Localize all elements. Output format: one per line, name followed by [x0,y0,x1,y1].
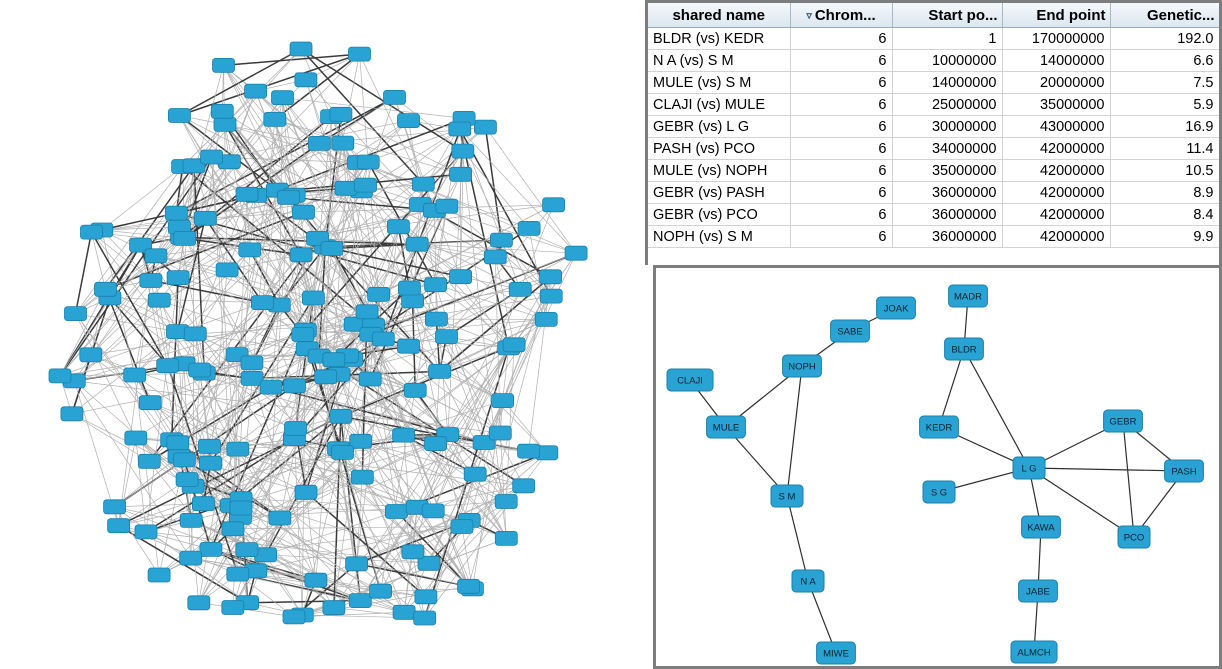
network-node[interactable] [260,380,282,394]
network-node[interactable] [295,73,317,87]
network-node[interactable] [330,107,352,121]
network-node[interactable] [189,363,211,377]
network-node[interactable] [222,522,244,536]
network-node[interactable] [199,439,221,453]
cell-shared-name[interactable]: N A (vs) S M [648,50,790,72]
network-node[interactable] [167,436,189,450]
network-node[interactable] [357,155,379,169]
network-node[interactable] [387,220,409,234]
network-node[interactable] [406,237,428,251]
cell-start-point[interactable]: 35000000 [892,160,1002,182]
cell-start-point[interactable]: 30000000 [892,116,1002,138]
cell-genetic[interactable]: 6.6 [1110,50,1219,72]
network-node[interactable] [176,473,198,487]
cell-chromosome[interactable]: 6 [790,182,892,204]
network-node[interactable] [404,383,426,397]
network-node[interactable] [355,178,377,192]
network-node[interactable] [95,282,117,296]
cell-chromosome[interactable]: 6 [790,94,892,116]
cell-chromosome[interactable]: 6 [790,204,892,226]
subnetwork-edge[interactable] [787,496,808,581]
cell-shared-name[interactable]: PASH (vs) PCO [648,138,790,160]
cell-chromosome[interactable]: 6 [790,138,892,160]
network-node[interactable] [449,122,471,136]
network-node[interactable] [492,394,514,408]
column-header-genetic[interactable] [1110,3,1219,28]
network-node[interactable] [412,177,434,191]
cell-end-point[interactable]: 42000000 [1002,204,1110,226]
column-header-shared-name[interactable] [648,3,790,28]
node-label: CLAJI [677,375,703,387]
subnetwork-node[interactable] [1019,580,1058,602]
subnetwork-edges [690,296,1184,653]
table-body[interactable] [648,28,1219,248]
subnetwork-node[interactable] [923,481,955,503]
network-node[interactable] [168,109,190,123]
network-node[interactable] [495,495,517,509]
subnetwork-edge[interactable] [1123,421,1134,537]
network-node[interactable] [167,271,189,285]
column-header-label: shared name [672,6,766,24]
network-edge[interactable] [485,127,501,240]
column-header-chromosome[interactable] [790,3,892,28]
network-node[interactable] [509,282,531,296]
subnetwork-node[interactable] [920,416,959,438]
network-node[interactable] [251,296,273,310]
right-column [645,0,1222,669]
node-label: ALMCH [1017,647,1051,659]
network-node[interactable] [236,543,258,557]
cell-chromosome[interactable]: 6 [790,28,892,50]
table-row[interactable] [648,204,1219,226]
network-node[interactable] [330,409,352,423]
network-node[interactable] [398,339,420,353]
network-node[interactable] [200,542,222,556]
network-node[interactable] [385,505,407,519]
table-header-row [648,3,1219,28]
subnetwork-nodes[interactable] [667,285,1203,664]
column-header-label: Genetic... [1146,6,1215,24]
network-node[interactable] [216,263,238,277]
cell-chromosome[interactable]: 6 [790,72,892,94]
cell-end-point[interactable]: 42000000 [1002,182,1110,204]
subnetwork-node[interactable] [1022,516,1061,538]
cell-genetic[interactable]: 192.0 [1110,28,1219,50]
cell-end-point[interactable]: 170000000 [1002,28,1110,50]
subnetwork-node[interactable] [1118,526,1150,548]
network-node[interactable] [351,470,373,484]
network-node[interactable] [241,356,263,370]
cell-start-point[interactable]: 36000000 [892,182,1002,204]
edge-attribute-table-panel[interactable] [645,0,1222,265]
network-node[interactable] [61,407,83,421]
network-node[interactable] [513,479,535,493]
network-node[interactable] [108,519,130,533]
cell-genetic[interactable]: 11.4 [1110,138,1219,160]
cell-end-point[interactable]: 42000000 [1002,226,1110,248]
cell-end-point[interactable]: 35000000 [1002,94,1110,116]
network-node[interactable] [213,58,235,72]
network-node[interactable] [284,379,306,393]
node-label: KEDR [925,422,953,434]
table-row[interactable] [648,182,1219,204]
subnetwork-edge[interactable] [964,349,1029,468]
network-node[interactable] [474,120,496,134]
network-node[interactable] [264,112,286,126]
network-node[interactable] [429,364,451,378]
network-node[interactable] [188,596,210,610]
network-node[interactable] [349,594,371,608]
table-row[interactable] [648,116,1219,138]
network-node[interactable] [201,150,223,164]
network-edge[interactable] [283,98,465,119]
node-label: S G [930,487,948,499]
network-node[interactable] [135,525,157,539]
filter-icon[interactable]: ▿ [806,10,812,23]
table-row[interactable] [648,226,1219,248]
network-node[interactable] [245,84,267,98]
network-node[interactable] [490,233,512,247]
network-node[interactable] [174,231,196,245]
network-node[interactable] [503,338,525,352]
network-edge[interactable] [76,232,92,314]
network-node[interactable] [335,181,357,195]
network-node[interactable] [398,114,420,128]
network-node[interactable] [239,243,261,257]
network-node[interactable] [148,568,170,582]
node-label: JOAK [883,303,909,315]
edge-attribute-table[interactable] [648,3,1220,248]
cell-shared-name[interactable]: NOPH (vs) S M [648,226,790,248]
cell-start-point[interactable]: 36000000 [892,204,1002,226]
table-row[interactable] [648,160,1219,182]
cell-end-point[interactable]: 42000000 [1002,138,1110,160]
network-node[interactable] [80,348,102,362]
node-label: BLDR [951,344,977,356]
network-node[interactable] [356,305,378,319]
network-node[interactable] [283,610,305,624]
subnetwork-canvas[interactable] [656,268,1219,666]
node-label: MULE [712,422,740,434]
cell-chromosome[interactable]: 6 [790,50,892,72]
network-node[interactable] [425,437,447,451]
column-header-start-point[interactable] [892,3,1002,28]
cell-genetic[interactable]: 10.5 [1110,160,1219,182]
network-node[interactable] [236,187,258,201]
network-node[interactable] [489,426,511,440]
column-header-label: End point [1036,6,1106,24]
cell-shared-name[interactable]: BLDR (vs) KEDR [648,28,790,50]
network-node[interactable] [173,453,195,467]
network-node[interactable] [415,590,437,604]
cell-genetic[interactable]: 5.9 [1110,94,1219,116]
network-node[interactable] [140,274,162,288]
cell-shared-name[interactable]: GEBR (vs) L G [648,116,790,138]
network-node[interactable] [436,330,458,344]
column-header-end-point[interactable] [1002,3,1110,28]
cell-genetic[interactable]: 9.9 [1110,226,1219,248]
cell-genetic[interactable]: 8.9 [1110,182,1219,204]
network-node[interactable] [321,242,343,256]
network-node[interactable] [272,91,294,105]
node-label: L G [1021,463,1037,475]
network-node[interactable] [535,312,557,326]
node-label: N A [800,576,816,588]
subnetwork-node[interactable] [783,355,822,377]
node-label: S M [778,491,796,503]
network-node[interactable] [464,467,486,481]
subnetwork-node[interactable] [945,338,984,360]
node-label: KAWA [1027,522,1055,534]
network-node[interactable] [393,605,415,619]
network-edge[interactable] [398,227,409,288]
node-label: GEBR [1109,416,1137,428]
network-node[interactable] [368,287,390,301]
network-node[interactable] [393,428,415,442]
cell-chromosome[interactable]: 6 [790,116,892,138]
subnetwork-node[interactable] [949,285,988,307]
network-node[interactable] [230,501,252,515]
network-node[interactable] [293,205,315,219]
network-node[interactable] [332,445,354,459]
network-node[interactable] [292,328,314,342]
network-node[interactable] [540,289,562,303]
table-row[interactable] [648,72,1219,94]
network-node[interactable] [278,190,300,204]
network-node[interactable] [194,211,216,225]
cell-start-point[interactable]: 25000000 [892,94,1002,116]
network-node[interactable] [565,246,587,260]
subnetwork-edge[interactable] [787,366,802,496]
cell-chromosome[interactable]: 6 [790,226,892,248]
cell-shared-name[interactable]: MULE (vs) S M [648,72,790,94]
network-node[interactable] [323,353,345,367]
cell-chromosome[interactable]: 6 [790,160,892,182]
subnetwork-node[interactable] [1013,457,1045,479]
node-label: MADR [954,291,982,303]
network-node[interactable] [124,368,146,382]
cell-shared-name[interactable]: CLAJI (vs) MULE [648,94,790,116]
subnetwork-view[interactable] [653,265,1222,669]
network-node[interactable] [227,567,249,581]
network-node[interactable] [543,198,565,212]
network-edge[interactable] [136,438,146,532]
network-node[interactable] [269,511,291,525]
network-node[interactable] [65,307,87,321]
cell-genetic[interactable]: 7.5 [1110,72,1219,94]
network-node[interactable] [148,293,170,307]
subnetwork-edge[interactable] [939,349,964,427]
subnetwork-node[interactable] [877,297,916,319]
network-node[interactable] [81,225,103,239]
network-node[interactable] [315,370,337,384]
network-node[interactable] [125,431,147,445]
network-node[interactable] [451,520,473,534]
network-node[interactable] [227,442,249,456]
subnetwork-node[interactable] [707,416,746,438]
cell-end-point[interactable]: 42000000 [1002,160,1110,182]
subnetwork-edge[interactable] [1029,468,1184,471]
network-node[interactable] [180,551,202,565]
subnetwork-node[interactable] [831,320,870,342]
network-node[interactable] [308,136,330,150]
cell-genetic[interactable]: 16.9 [1110,116,1219,138]
network-node[interactable] [518,444,540,458]
network-node[interactable] [425,278,447,292]
table-row[interactable] [648,94,1219,116]
network-node[interactable] [518,221,540,235]
table-row[interactable] [648,50,1219,72]
column-header-label: Chrom... [814,6,876,24]
network-node[interactable] [285,422,307,436]
network-node[interactable] [49,369,71,383]
node-label: MIWE [823,648,849,660]
network-node[interactable] [452,144,474,158]
network-node[interactable] [422,504,444,518]
network-edge[interactable] [179,49,301,116]
node-label: SABE [837,326,863,338]
node-label: JABE [1026,586,1050,598]
network-node[interactable] [384,90,406,104]
subnetwork-node[interactable] [792,570,824,592]
network-node[interactable] [398,281,420,295]
network-node[interactable] [349,47,371,61]
cell-shared-name[interactable]: GEBR (vs) PCO [648,204,790,226]
network-edge[interactable] [193,166,194,486]
cell-end-point[interactable]: 43000000 [1002,116,1110,138]
network-node[interactable] [323,601,345,615]
network-node[interactable] [414,611,436,625]
network-node[interactable] [450,270,472,284]
network-node[interactable] [145,249,167,263]
network-node[interactable] [139,396,161,410]
network-node[interactable] [346,557,368,571]
subnetwork-node[interactable] [817,642,856,664]
network-node[interactable] [305,573,327,587]
network-node[interactable] [370,584,392,598]
cell-start-point[interactable]: 10000000 [892,50,1002,72]
network-node[interactable] [302,291,324,305]
network-node[interactable] [359,372,381,386]
cell-end-point[interactable]: 20000000 [1002,72,1110,94]
network-node[interactable] [222,601,244,615]
network-node[interactable] [184,327,206,341]
node-label: NOPH [788,361,816,373]
subnetwork-node[interactable] [1104,410,1143,432]
network-node[interactable] [157,359,179,373]
network-node[interactable] [180,513,202,527]
subnetwork-node[interactable] [771,485,803,507]
network-node[interactable] [402,294,424,308]
subnetwork-node[interactable] [667,369,713,391]
network-node[interactable] [104,500,126,514]
network-node[interactable] [295,485,317,499]
network-node[interactable] [192,497,214,511]
subnetwork-node[interactable] [1011,641,1057,663]
cell-start-point[interactable]: 34000000 [892,138,1002,160]
cell-genetic[interactable]: 8.4 [1110,204,1219,226]
node-label: PCO [1123,532,1145,544]
network-node[interactable] [372,332,394,346]
cell-start-point[interactable]: 36000000 [892,226,1002,248]
network-node[interactable] [450,167,472,181]
network-node[interactable] [540,270,562,284]
network-node[interactable] [402,545,424,559]
network-node[interactable] [165,206,187,220]
column-header-label: Start po... [928,6,998,24]
network-node[interactable] [214,117,236,131]
network-node[interactable] [458,579,480,593]
network-node[interactable] [495,531,517,545]
cell-shared-name[interactable]: GEBR (vs) PASH [648,182,790,204]
network-node[interactable] [425,312,447,326]
table-row[interactable] [648,138,1219,160]
cell-end-point[interactable]: 14000000 [1002,50,1110,72]
network-node[interactable] [436,199,458,213]
network-node[interactable] [290,42,312,56]
cell-start-point[interactable]: 14000000 [892,72,1002,94]
cell-shared-name[interactable]: MULE (vs) NOPH [648,160,790,182]
subnetwork-node[interactable] [1165,460,1204,482]
cell-start-point[interactable]: 1 [892,28,1002,50]
network-node[interactable] [138,454,160,468]
network-node[interactable] [200,456,222,470]
table-row[interactable] [648,28,1219,50]
network-node[interactable] [332,136,354,150]
node-label: PASH [1171,466,1197,478]
network-node[interactable] [290,248,312,262]
network-node[interactable] [211,104,233,118]
network-node[interactable] [484,250,506,264]
